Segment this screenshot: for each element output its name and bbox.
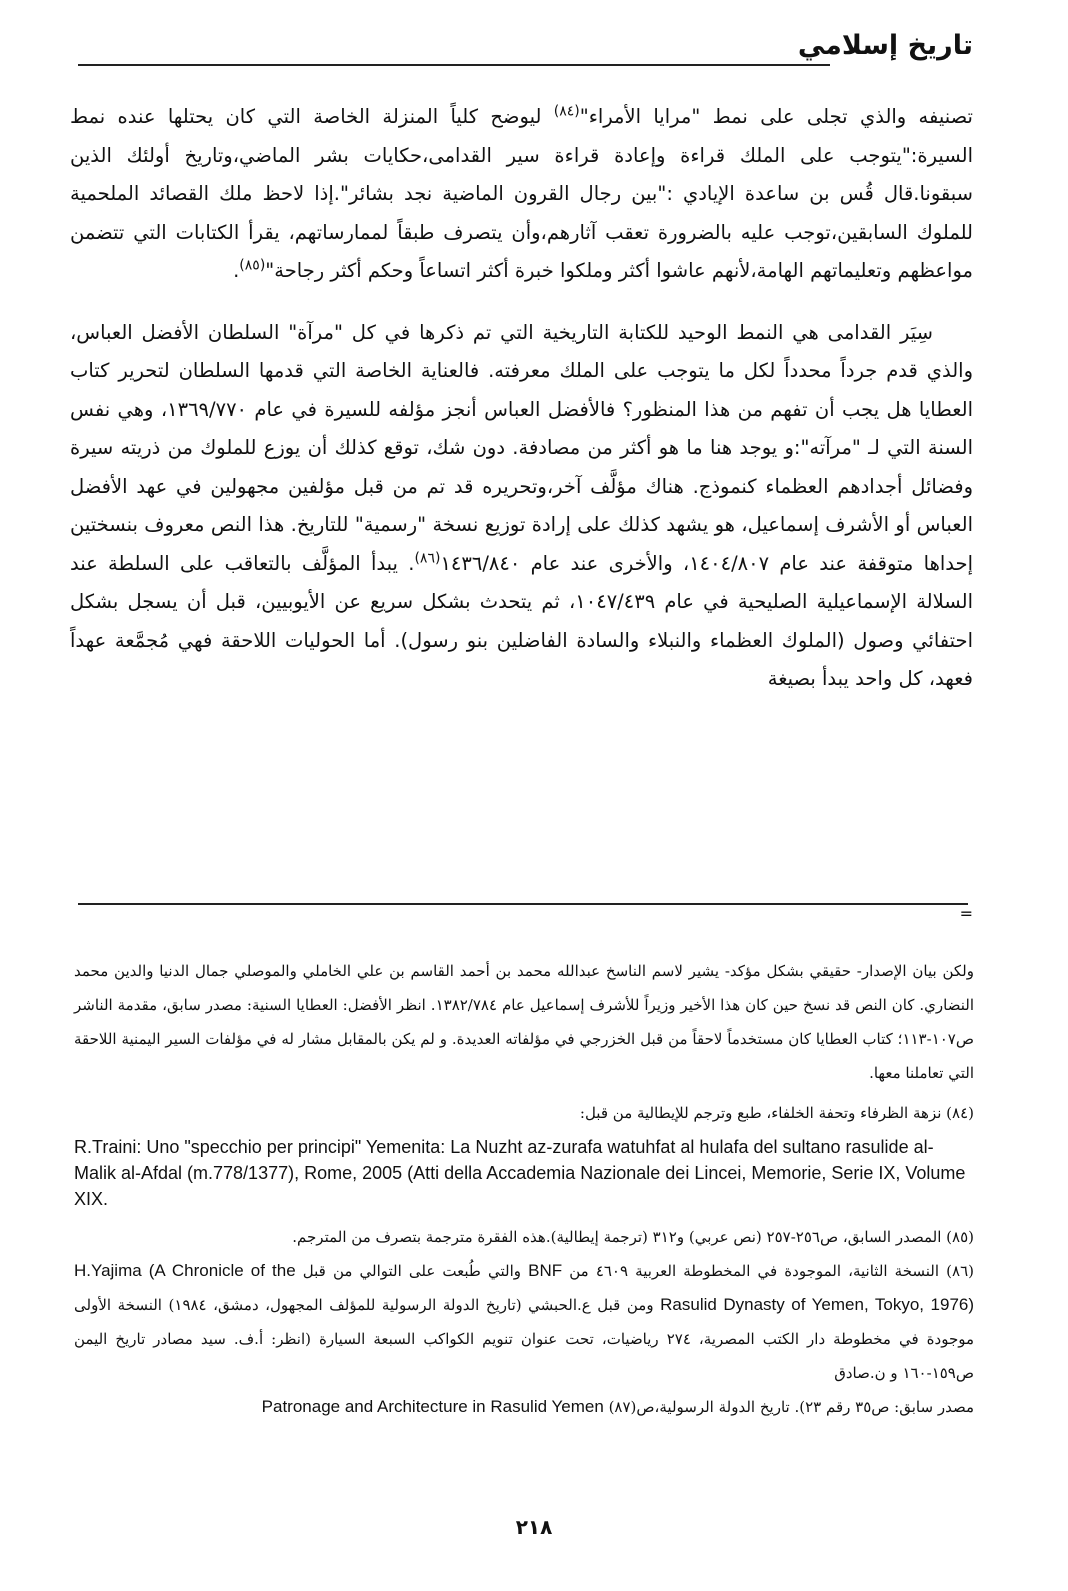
footnote-continuation-mark: =	[959, 904, 973, 923]
footnote-ref-84[interactable]: (٨٤)	[553, 103, 580, 120]
footnote-86	[74, 1254, 974, 1390]
footnote-84-arabic: (٨٤) نزهة الظرفاء وتحفة الخلفاء، طبع وترجم للإيطالية من قبل:	[579, 1104, 974, 1122]
body-text	[70, 98, 973, 699]
paragraph-1	[70, 98, 973, 291]
footnote-85: (٨٥) المصدر السابق، ص٢٥٦-٢٥٧ (نص عربي) و٣١٢ (ترجمة إيطالية).هذه الفقرة مترجمة بتصرف من المترجم.	[292, 1228, 974, 1246]
footnote-86-bnf: BNF	[528, 1261, 563, 1280]
paragraph-1-text-c: .	[233, 259, 240, 282]
header-rule	[78, 64, 830, 66]
footnote-ref-85[interactable]: (٨٥)	[239, 257, 266, 274]
footnote-ref-86[interactable]: (٨٦)	[414, 550, 441, 566]
page-number: ٢١٨	[515, 1515, 553, 1539]
footnote-87	[74, 1390, 974, 1424]
paragraph-2-text-a: سِيَر القدامى هي النمط الوحيد للكتابة التاريخية التي تم ذكرها في كل "مرآة" السلطان الأفضل العباس، والذي قدم جرداً محدداً لكل ما يتوجب على الملك معرفته. فالعناية الخاصة التي قدمها السلطان لتحرير كتاب العطايا هل يجب أن تفهم من هذا المنظور؟ فالأفضل العباس أنجز مؤلفه للسيرة في عام ١٣٦٩/٧٧٠، وهي نفس السنة التي لـ "مرآته":و يوجد هنا ما هو أكثر من مصادفة. دون شك، توقع كذلك أن يوزع للملوك من ذريته سيرة وفضائل أجدادهم العظماء كنموذج. هناك مؤلَّف آخر،وتحريره قد تم من قبل مؤلفين مجهولين في عهد الأفضل العباس أو الأشرف إسماعيل، هو يشهد كذلك على إرادة توزيع نسخة "رسمية" للتاريخ. هذا النص معروف بنسختين إحداها متوقفة عند عام ١٤٠٤/٨٠٧، والأخرى عند عام ١٤٣٦/٨٤٠	[70, 320, 974, 575]
paragraph-2-text-b: . يبدأ المؤلَّف بالتعاقب على السلطة عند السلالة الإسماعيلية الصليحية في عام ١٠٤٧/٤٣٩، ثم يتحدث بشكل سريع عن الأيوبيين، قبل أن يسجل بشكل احتفائي وصول (الملوك العظماء والنبلاء والسادة الفاضلين بنو رسول). أما الحوليات اللاحقة فهي مُجمَّعة عهداً فعهد، كل واحد يبدأ بصيغة	[70, 551, 973, 690]
footnote-87-arabic: مصدر سابق: ص٣٥ رقم ٢٣). تاريخ الدولة الرسولية،ص(٨٧)	[608, 1398, 974, 1416]
footnote-84-latin: R.Traini: Uno "specchio per principi" Yemenita: La Nuzht az-zurafa watuhfat al hulafa del sultano rasulide al-Malik al-Afdal (m.778/1377), Rome, 2005 (Atti della Accademia Nazionale dei Lincei, Memorie, Serie IX, Volume XIX.	[74, 1137, 966, 1209]
footnote-86-text-a: (٨٦) النسخة الثانية، الموجودة في المخطوطة العربية ٤٦٠٩ من	[562, 1262, 974, 1280]
footnote-86-text-c: ومن قبل ع.الحبشي (تاريخ الدولة الرسولية للمؤلف المجهول، دمشق، ١٩٨٤) النسخة الأولى موجودة في مخطوطة دار الكتب المصرية، ٢٧٤ رياضيات، تحت عنوان تنويم الكواكب السبعة السيارة (انظر: أ.ف. سيد مصادر تاريخ اليمن ص١٥٩-١٦٠ و ن.صادق	[74, 1296, 975, 1382]
running-header-title: تاريخ إسلامي	[797, 30, 973, 61]
paragraph-2	[70, 314, 973, 699]
footnote-87-latin: Patronage and Architecture in Rasulid Yemen	[261, 1397, 604, 1416]
paragraph-1-text-b: ليوضح كلياً المنزلة الخاصة التي كان يحتلها عنده نمط السيرة:"يتوجب على الملك قراءة وإعادة قراءة سير القدامى،حكايات بشر الماضي،وتاريخ أولئك الذين سبقونا.قال قُس بن ساعدة الإيادي :"بين رجال القرون الماضية نجد بشائر".إذا لاحظ ملك القصائد الملحمية للملوك السابقين،توجب عليه بالضرورة تعقب آثارهم،وأن يتصرف طبقاً لممارساتهم، يقرأ الكتابات التي تتضمن مواعظهم وتعليماتهم الهامة،لأنهم عاشوا أكثر وملكوا خبرة أكثر اتساعاً وحكم أكثر رجاحة"	[70, 105, 973, 282]
footnote-86-yajima: H.Yajima (A Chronicle of the Rasulid Dynasty of Yemen, Tokyo, 1976)	[74, 1261, 975, 1314]
footnotes	[74, 954, 974, 1424]
footnote-continuation: ولكن بيان الإصدار- حقيقي بشكل مؤكد- يشير لاسم الناسخ عبدالله محمد بن أحمد القاسم بن علي الخاملي والموصلي جمال الدنيا والدين محمد النضاري. كان النص قد نسخ حين كان هذا الأخير وزيراً للأشرف إسماعيل عام ١٣٨٢/٧٨٤. انظر الأفضل: العطايا السنية: مصدر سابق، مقدمة الناشر ص١٠٧-١١٣؛ كتاب العطايا كان مستخدماً لاحقاً من قبل الخزرجي في مؤلفاته العديدة. و لم يكن بالمقابل مشار له في مؤلفات السير اليمنية اللاحقة التي تعاملنا معها.	[74, 962, 974, 1082]
footnote-separator	[78, 903, 968, 905]
paragraph-1-text-a: تصنيفه والذي تجلى على نمط "مرايا الأمراء"	[579, 105, 973, 128]
footnote-86-text-b: والتي طُبعت على التوالي من قبل	[295, 1262, 529, 1280]
